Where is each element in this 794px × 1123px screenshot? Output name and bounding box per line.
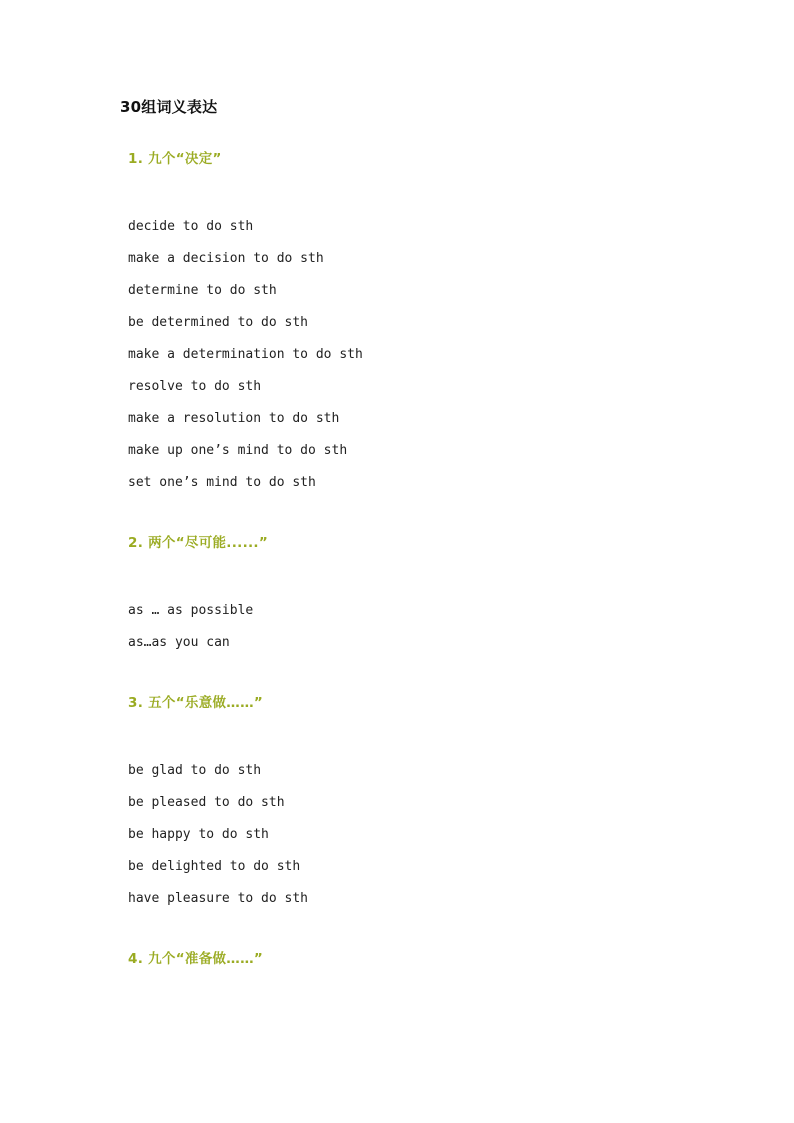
phrase-item: as…as you can: [128, 635, 230, 650]
section-heading: 3. 五个“乐意做……”: [128, 695, 264, 711]
phrase-item: be pleased to do sth: [128, 795, 285, 810]
phrase-item: determine to do sth: [128, 283, 277, 298]
phrase-item: have pleasure to do sth: [128, 891, 309, 906]
phrase-item: be delighted to do sth: [128, 859, 301, 874]
section-decide: [128, 147, 688, 499]
document-title: 30组词义表达: [120, 98, 218, 116]
section-as-possible: [128, 531, 688, 659]
section-willing: [128, 691, 688, 915]
phrase-item: as … as possible: [128, 603, 254, 618]
phrase-list: [128, 595, 688, 659]
phrase-item: resolve to do sth: [128, 379, 262, 394]
phrase-item: be glad to do sth: [128, 763, 262, 778]
phrase-list: [128, 211, 688, 499]
phrase-item: make a decision to do sth: [128, 251, 324, 266]
section-heading: 2. 两个“尽可能......”: [128, 535, 269, 551]
phrase-item: make a determination to do sth: [128, 347, 363, 362]
section-heading: 1. 九个“决定”: [128, 151, 222, 167]
phrase-item: set one’s mind to do sth: [128, 475, 316, 490]
phrase-item: make up one’s mind to do sth: [128, 443, 348, 458]
phrase-item: be happy to do sth: [128, 827, 269, 842]
phrase-item: make a resolution to do sth: [128, 411, 340, 426]
section-prepare: [128, 947, 688, 971]
section-heading: 4. 九个“准备做……”: [128, 951, 264, 967]
phrase-item: be determined to do sth: [128, 315, 309, 330]
phrase-item: decide to do sth: [128, 219, 254, 234]
phrase-list: [128, 755, 688, 915]
